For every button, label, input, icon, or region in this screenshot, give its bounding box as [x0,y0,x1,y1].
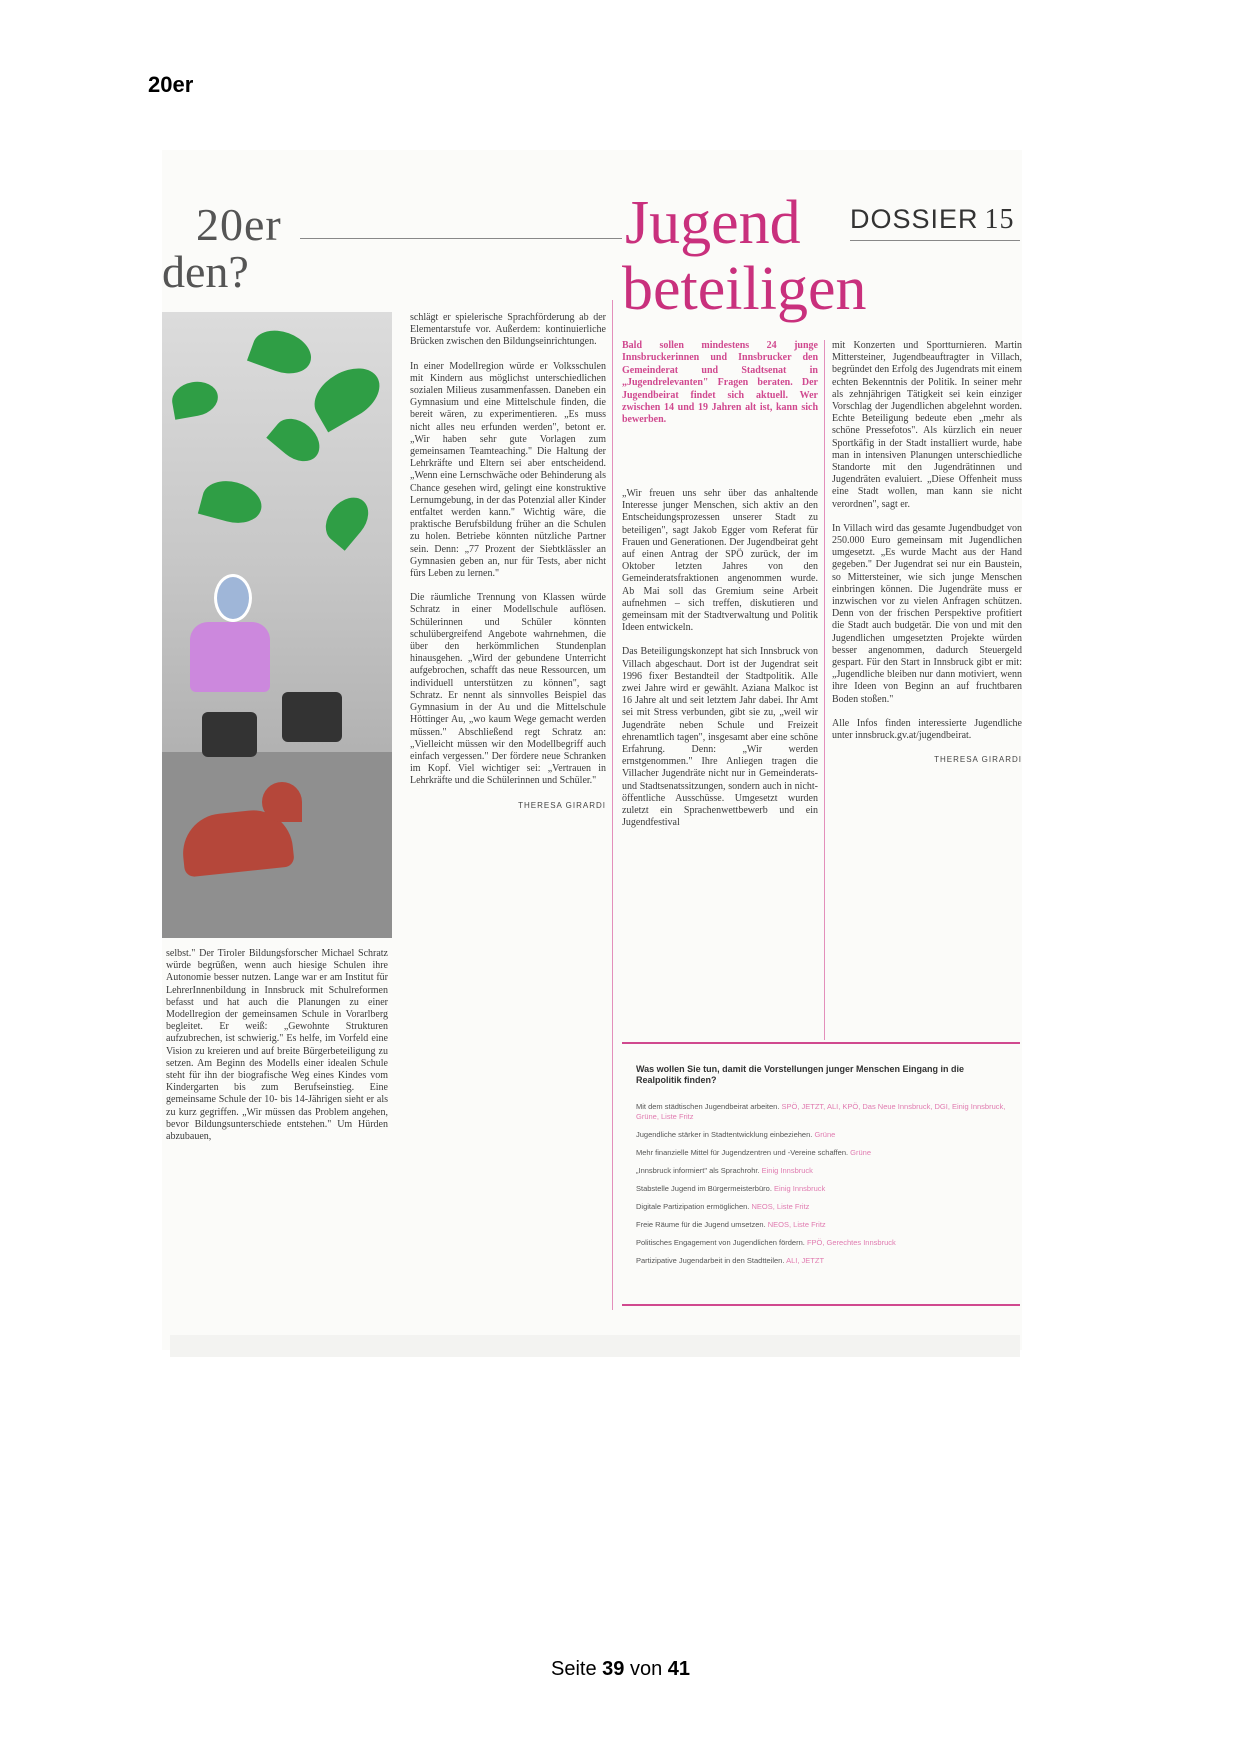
survey-box [622,1042,1020,1306]
column-divider [612,300,613,1310]
list-item [636,1256,1016,1266]
answer-text: Stabstelle Jugend im Bürgermeisterbüro. [636,1184,772,1193]
plant-leaf-illustration [266,410,327,470]
page-label: 20er [148,72,194,97]
answer-parties: FPÖ, Gerechtes Innsbruck [806,1238,896,1247]
answer-parties: Grüne [850,1148,872,1157]
headline-left-line1: 20er [196,199,282,250]
answer-text: Partizipative Jugendarbeit in den Stadtteilen. [636,1256,785,1265]
paragraph: Alle Infos finden interessierte Jugendliche unter innsbruck.gv.at/jugendbeirat. [832,717,1022,742]
footer-separator: von [629,1658,663,1680]
article-photo [162,312,392,938]
plant-leaf-illustration [305,358,389,433]
column-divider [824,340,825,1040]
paragraph: In einer Modellregion würde er Volksschulen mit Kindern aus möglichst unterschiedlichen sozialen Milieus zusammenfassen. Daneben ein Gymnasium und eine Mittelschule finden, die bereit wären, zu experimentieren. „Es muss nicht alles neu erfunden werden", betont er. „Wir haben sehr gute Vorlagen zum gemeinsamen Teamteaching." Die Haltung der Lehrkräfte und Eltern sei aber entscheidend. „Wenn eine Lernschwäche oder Behinderung als Chance gesehen wird, gelingt eine konstruktive Lernumgebung, in der das Potenzial aller Kinder entfaltet werden kann." Wichtig wäre, die praktische Berufsbildung früher an die Schulen zu holen. Betriebe könnten nützliche Partner sein. Denn: „77 Prozent der Siebtklässler an Gymnasien geben an, nur für Tests, aber nicht fürs Leben zu lernen." [410,360,606,580]
answer-parties: NEOS, Liste Fritz [751,1202,810,1211]
answer-parties: SPÖ, JETZT, ALI, KPÖ, Das Neue Innsbruck, DGI, Einig Innsbruck, Grüne, Liste Fritz [636,1102,1006,1121]
list-item [636,1202,1016,1212]
fox-head-illustration [262,782,302,822]
footer-current-page: 39 [602,1658,625,1680]
paragraph: Die räumliche Trennung von Klassen würde Schratz in einer Modellschule auflösen. Schülerinnen und Schüler könnten schulübergreifend Angebote wahrnehmen, die über den herkömmlichen Stundenplan hinausgehen. „Wird der gebundene Unterricht aufgebrochen, schafft das neue Ressourcen, um individuell unterstützen zu können", sagt Schratz. Er nennt als sinnvolles Beispiel das Gymnasium in der Au und die Mittelschule Höttinger Au, „wo kaum Wege gemacht werden müssen." Abschließend regt Schratz an: „Vielleicht müssen wir den Modellbegriff auch einfach vergessen." Der fördere neue Schranken im Kopf. Viel wichtiger sei: „Vertrauen in Lehrkräfte und die Schülerinnen und Schüler." [410,592,606,787]
person-illustration [190,622,270,692]
article-right-column-1 [622,488,818,841]
plant-leaf-illustration [247,323,317,381]
answer-text: Freie Räume für die Jugend umsetzen. [636,1220,766,1229]
survey-question: Was wollen Sie tun, damit die Vorstellungen junger Menschen Eingang in die Realpolitik finden? [636,1064,965,1085]
article-right-column-2 [832,340,1022,767]
answer-text: Digitale Partizipation ermöglichen. [636,1202,750,1211]
answer-parties: ALI, JETZT [786,1256,825,1265]
list-item [636,1238,1016,1248]
footer-prefix: Seite [550,1658,597,1680]
list-item [636,1184,1016,1194]
answer-parties: NEOS, Liste Fritz [767,1220,826,1229]
plant-leaf-illustration [317,489,377,550]
paragraph: schlägt er spielerische Sprachförderung ab der Elementarstufe vor. Außerdem: kontinuierliche Brücken zwischen den Bildungseinrichtungen. [410,312,606,348]
list-item [636,1130,1016,1140]
plant-leaf-illustration [198,475,266,529]
answer-text: Politisches Engagement von Jugendlichen fördern. [636,1238,805,1247]
byline-left: THERESA GIRARDI [518,800,606,810]
answer-parties: Einig Innsbruck [774,1184,826,1193]
astronaut-helmet-illustration [214,574,252,622]
byline-right: THERESA GIRARDI [934,755,1022,765]
headline-right-line2: beteiligen [622,255,867,323]
footer-total-pages: 41 [667,1658,691,1680]
headline-left-line2: den? [162,246,249,297]
page-footer [0,1658,1241,1681]
answer-text: „Innsbruck informiert" als Sprachrohr. [636,1166,760,1175]
answer-parties: Grüne [814,1130,836,1139]
article-left-column-2 [410,312,606,812]
section-name: DOSSIER [850,204,979,234]
paragraph: selbst." Der Tiroler Bildungsforscher Michael Schratz würde begrüßen, wenn auch hiesige Schulen ihre Autonomie besser nutzen. Lange war er am Institut für LehrerInnenbildung in Innsbruck mit Schulreformen befasst und hat auch die Planungen zu einer Modellregion der gemeinsamen Schule in Vorarlberg begleitet. Er weiß: „Gewohnte Strukturen aufzubrechen, ist schwierig." Es helfe, im Vorfeld eine Vision zu kreieren und auf breite Bürgerbeteiligung zu setzen. Am Beginn des Modells einer idealen Schule steht für ihn der biografische Weg eines Kindes vom Kindergarten bis zum Berufseinstieg. Eine gemeinsame Schule der 10- bis 14-Jährigen sieht er als zu kurz gegriffen. „Wir müssen das Problem angehen, bevor Bildungsunterschiede entstehen." Um Hürden abzubauen, [166,948,388,1143]
answer-text: Mehr finanzielle Mittel für Jugendzentren und -Vereine schaffen. [636,1148,849,1157]
list-item [636,1148,1016,1158]
paragraph: In Villach wird das gesamte Jugendbudget von 250.000 Euro gemeinsam mit Jugendlichen umgesetzt. „Es wurde Macht aus der Hand gegeben." Der Jugendrat sei nur ein Baustein, so Mittersteiner, wie sich junge Menschen einbringen können. Die Jugendräte muss er inzwischen vor zu vielen Anfragen schützen. Denn von der frischen Perspektive profitiert die Stadt auch budgetär. Die von und mit den Jugendlichen umgesetzten Projekte würden besser angenommen, dadurch Steuergeld gespart. Für den Start in Innsbruck gibt er mit: „Jugendliche bleiben nur dann motiviert, wenn ihre Ideen von Beginn an auf fruchtbaren Boden stoßen." [832,522,1022,705]
answer-text: Jugendliche stärker in Stadtentwicklung einbeziehen. [636,1130,813,1139]
clipping-shadow [170,1335,1020,1357]
chair-shape [282,692,342,742]
article-left-column-1 [166,948,388,1155]
paragraph: „Wir freuen uns sehr über das anhaltende Interesse junger Menschen, sich aktiv an den Entscheidungsprozessen unserer Stadt zu beteiligen", sagt Jakob Egger vom Referat für Frauen und Generationen. Der Jugendbeirat geht auf einen Antrag der SPÖ zurück, der im Oktober letzten Jahres von den Gemeinderatsfraktionen angenommen wurde. Ab Mai soll das Gremium seine Arbeit aufnehmen – sich treffen, diskutieren und gemeinsam mit der Stadtverwaltung und Politik Ideen entwickeln. [622,488,818,634]
list-item [636,1166,1016,1176]
article-lead: Bald sollen mindestens 24 junge Innsbruckerinnen und Innsbrucker den Gemeinderat und Stadtsenat in „Jugendrelevanten" Fragen beraten. Der Jugendbeirat findet sich aktuell. Wer zwischen 14 und 19 Jahren alt ist, kann sich bewerben. [622,340,818,426]
list-item [636,1220,1016,1230]
chair-shape [202,712,257,757]
plant-leaf-illustration [169,378,220,419]
headline-right-line1: Jugend [625,189,801,257]
header-rule-left [300,238,622,239]
paragraph: Das Beteiligungskonzept hat sich Innsbruck von Villach abgeschaut. Dort ist der Jugendrat seit 1996 fixer Bestandteil der Stadtpolitik. Alle zwei Jahre wird er gewählt. Aziana Malkoc ist 16 Jahre alt und seit letztem Jahr dabei. Ihr Amt sei mit Stress verbunden, gibt sie zu, „weil wir Jugendräte neben Schule und Freizeit ehrenamtlich tagen", insgesamt aber eine schöne Erfahrung. Denn: „Wir werden ernstgenommen." Ihre Anliegen tragen die Villacher Jugendräte nicht nur in Gemeinderats- und Stadtsenatssitzungen, sondern auch in nicht-öffentliche Ausschüsse. Umgesetzt wurden zuletzt ein Sprachenwettbewerb und ein Jugendfestival [622,646,818,829]
section-page-number: 15 [984,204,1015,235]
section-label [850,204,1015,236]
paragraph: mit Konzerten und Sportturnieren. Martin Mittersteiner, Jugendbeauftragter in Villach, begründet den Erfolg des Jugendrats mit einem echten Bekenntnis der Politik. In seiner mehr als zehnjährigen Tätigkeit sei kein einziger Vorschlag der Jugendlichen abgelehnt worden. Echte Beteiligung bedeute eben „mehr als schöne Pressefotos". Als kürzlich ein neuer Sportkäfig in der Stadt installiert wurde, habe man in intensiven Planungen unterschiedliche Standorte mit den Jugendrätinnen und Jugendräten evaluiert. „Diese Offenheit muss eine Stadt wollen, man kann sie nicht verordnen", sagt er. [832,340,1022,510]
header-rule-right [850,240,1020,241]
answer-text: Mit dem städtischen Jugendbeirat arbeiten. [636,1102,780,1111]
survey-list [636,1102,1016,1274]
answer-parties: Einig Innsbruck [761,1166,813,1175]
list-item [636,1102,1016,1122]
